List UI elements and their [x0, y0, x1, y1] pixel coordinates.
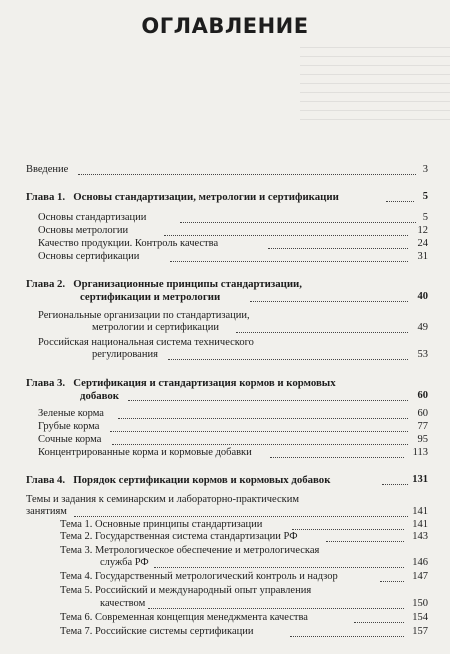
bleed-through-text — [300, 40, 450, 120]
toc-item-page: 12 — [417, 225, 428, 236]
toc-item: Грубые корма — [38, 421, 100, 432]
toc-item: Концентрированные корма и кормовые добавки — [38, 447, 252, 458]
chapter-3-title: Глава 3. Сертификация и стандартизация кормов и кормовых — [26, 377, 336, 389]
leader-dots — [180, 222, 416, 223]
topic-item-page: 141 — [412, 519, 428, 530]
chapter-4-page: 131 — [412, 474, 428, 485]
toc-item-cont: регулирования — [92, 349, 158, 360]
topic-item: Тема 4. Государственный метрологический контроль и надзор — [60, 571, 338, 582]
chapter-3-page: 60 — [417, 390, 428, 401]
leader-dots — [270, 457, 404, 458]
topic-item: Тема 6. Современная концепция менеджмента качества — [60, 612, 308, 623]
topic-item: Тема 2. Государственная система стандартизации РФ — [60, 531, 298, 542]
topics-heading: Темы и задания к семинарским и лабораторно-практическим — [26, 494, 299, 505]
toc-item-page: 53 — [417, 349, 428, 360]
toc-item: Российская национальная система технического — [38, 337, 254, 348]
leader-dots — [168, 359, 408, 360]
toc-item-page: 31 — [417, 251, 428, 262]
leader-dots — [128, 400, 408, 401]
chapter-1-page: 5 — [422, 191, 428, 202]
toc-item: Зеленые корма — [38, 408, 104, 419]
toc-item: Сочные корма — [38, 434, 102, 445]
leader-dots — [268, 248, 408, 249]
chapter-4-title: Глава 4. Порядок сертификации кормов и кормовых добавок — [26, 474, 331, 486]
leader-dots — [236, 332, 408, 333]
toc-item-page: 5 — [422, 212, 428, 223]
leader-dots — [148, 608, 404, 609]
leader-dots — [112, 444, 408, 445]
leader-dots — [386, 201, 414, 202]
topics-page: 141 — [412, 506, 428, 517]
topic-item-page: 150 — [412, 598, 428, 609]
toc-item: Основы сертификации — [38, 251, 140, 262]
leader-dots — [170, 261, 408, 262]
leader-dots — [354, 622, 404, 623]
leader-dots — [164, 235, 408, 236]
leader-dots — [118, 418, 408, 419]
toc-item: Региональные организации по стандартизации, — [38, 310, 250, 321]
chapter-2-title-cont: сертификации и метрологии — [80, 291, 221, 303]
leader-dots — [326, 541, 404, 542]
chapter-1-title: Глава 1. Основы стандартизации, метрологии и сертификации — [26, 191, 339, 203]
leader-dots — [290, 636, 404, 637]
leader-dots — [382, 484, 408, 485]
topics-heading-cont: занятиям — [26, 506, 67, 517]
leader-dots — [74, 516, 408, 517]
toc-intro-label: Введение — [26, 164, 69, 175]
toc-item-page: 95 — [417, 434, 428, 445]
leader-dots — [78, 174, 416, 175]
topic-item: Тема 1. Основные принципы стандартизации — [60, 519, 263, 530]
page-title: ОГЛАВЛЕНИЕ — [141, 14, 309, 38]
toc-item-page: 49 — [417, 322, 428, 333]
toc-item: Основы метрологии — [38, 225, 129, 236]
toc-item-page: 77 — [417, 421, 428, 432]
toc-item-page: 60 — [417, 408, 428, 419]
topic-item-cont: качеством — [100, 598, 146, 609]
toc-item-page: 24 — [417, 238, 428, 249]
topic-item-page: 154 — [412, 612, 428, 623]
toc-item: Основы стандартизации — [38, 212, 147, 223]
chapter-2-title: Глава 2. Организационные принципы стандартизации, — [26, 278, 302, 290]
toc-item-cont: метрологии и сертификации — [92, 322, 219, 333]
toc-intro-page: 3 — [422, 164, 428, 175]
leader-dots — [154, 567, 404, 568]
topic-item-page: 146 — [412, 557, 428, 568]
topic-item: Тема 7. Российские системы сертификации — [60, 626, 254, 637]
chapter-2-page: 40 — [417, 291, 428, 302]
topic-item-page: 147 — [412, 571, 428, 582]
leader-dots — [110, 431, 408, 432]
topic-item-page: 157 — [412, 626, 428, 637]
toc-item-page: 113 — [412, 447, 428, 458]
chapter-3-title-cont: добавок — [80, 390, 120, 402]
leader-dots — [292, 529, 404, 530]
toc-item: Качество продукции. Контроль качества — [38, 238, 219, 249]
topic-item-cont: служба РФ — [100, 557, 149, 568]
topic-item: Тема 3. Метрологическое обеспечение и метрологическая — [60, 545, 320, 556]
topic-item-page: 143 — [412, 531, 428, 542]
leader-dots — [380, 581, 404, 582]
topic-item: Тема 5. Российский и международный опыт управления — [60, 585, 312, 596]
leader-dots — [250, 301, 408, 302]
